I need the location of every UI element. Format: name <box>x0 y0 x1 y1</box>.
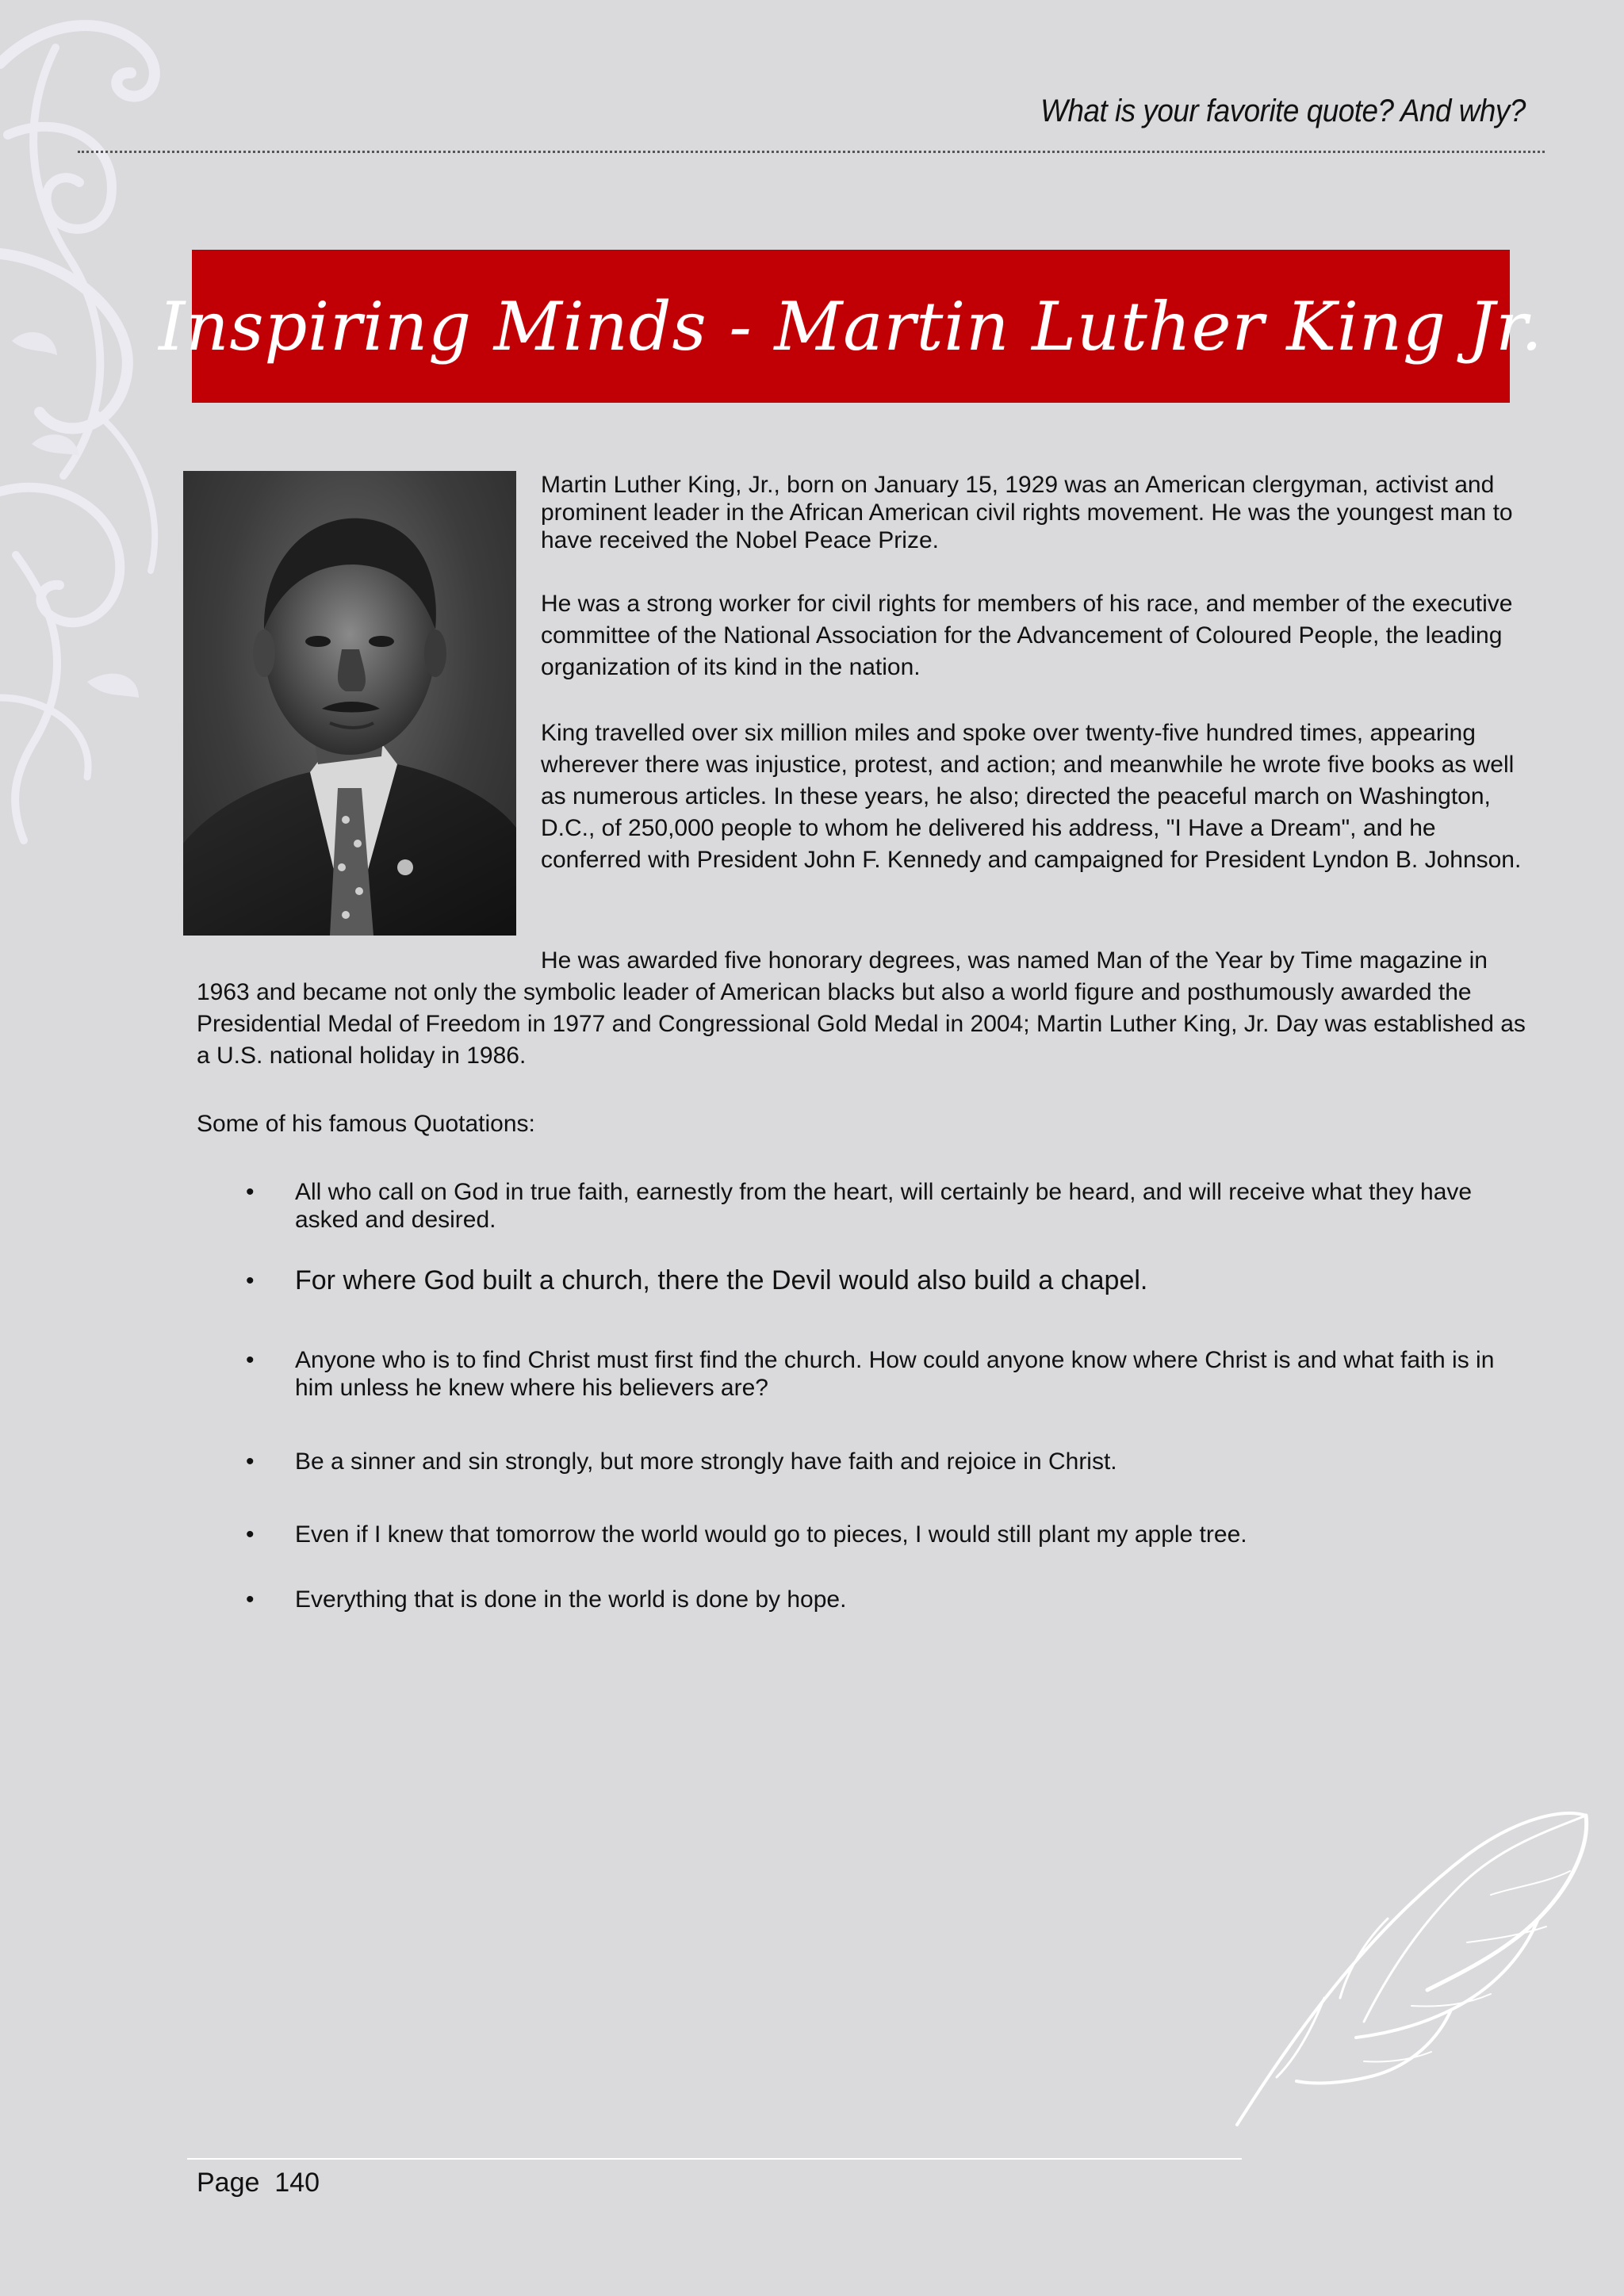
bullet-icon: • <box>246 1448 255 1475</box>
paragraph-travels: King travelled over six million miles and spoke over twenty-five hundred times, appearing wherever there was injustice, protest, and action; and meanwhile he wrote five books as well as numerous articles. In these years, he also; directed the peaceful march on Washington, D.C., of 250,000 people to whom he delivered his address, "I Have a Dream", and he conferred with President John F. Kennedy and campaigned for President Lyndon B. Johnson. <box>541 720 1522 873</box>
portrait-illustration <box>183 471 516 936</box>
banner-title: Inspiring Minds - Martin Luther King Jr. <box>159 287 1543 365</box>
quote-text: Everything that is done in the world is done by hope. <box>295 1586 847 1613</box>
quote-text: All who call on God in true faith, earnestly from the heart, will certainly be heard, and will receive what they have asked and desired. <box>295 1179 1473 1233</box>
quote-text: Be a sinner and sin strongly, but more strongly have faith and rejoice in Christ. <box>295 1448 1117 1475</box>
quill-feather-icon <box>1229 1800 1602 2133</box>
list-item <box>197 1521 1537 1548</box>
bullet-icon: • <box>246 1179 255 1205</box>
bullet-icon: • <box>246 1347 255 1373</box>
quote-text: For where God built a church, there the Devil would also build a chapel. <box>295 1265 1148 1295</box>
paragraph-intro: Martin Luther King, Jr., born on January 15, 1929 was an American clergyman, activist and prominent leader in the African American civil rights movement. He was the youngest man to have received the Nobel Peace Prize. <box>541 472 1513 553</box>
footer-divider <box>187 2158 1242 2160</box>
paragraph-awards: He was awarded five honorary degrees, was named Man of the Year by Time magazine in 1963 and became not only the symbolic leader of American blacks but also a world figure and posthumously awarded the Presidential Medal of Freedom in 1977 and Congressional Gold Medal in 2004; Martin Luther King, Jr. Day was established as a U.S. national holiday in 1986. <box>197 947 1526 1069</box>
list-item <box>197 1178 1537 1234</box>
paragraph-civil-rights: He was a strong worker for civil rights for members of his race, and member of the executive committee of the National Association for the Advancement of Coloured People, the leading organization of its kind in the nation. <box>541 591 1513 680</box>
page-number: Page 140 <box>197 2168 320 2198</box>
swirl-ornament-icon <box>0 0 206 856</box>
portrait-photo <box>183 471 516 936</box>
quotations-heading: Some of his famous Quotations: <box>197 1111 535 1137</box>
running-header: What is your favorite quote? And why? <box>1040 94 1526 128</box>
bullet-icon: • <box>246 1586 255 1613</box>
title-banner <box>159 250 1543 403</box>
list-item <box>197 1346 1537 1402</box>
quote-text: Anyone who is to find Christ must first find the church. How could anyone know where Christ is and what faith is in him unless he knew where his believers are? <box>295 1347 1495 1401</box>
list-item <box>197 1448 1537 1475</box>
list-item <box>197 1586 1537 1613</box>
bullet-icon: • <box>246 1521 255 1548</box>
quote-text: Even if I knew that tomorrow the world would go to pieces, I would still plant my apple tree. <box>295 1521 1247 1548</box>
list-item <box>197 1267 1537 1295</box>
bullet-icon: • <box>246 1268 255 1294</box>
header-divider <box>78 151 1545 153</box>
